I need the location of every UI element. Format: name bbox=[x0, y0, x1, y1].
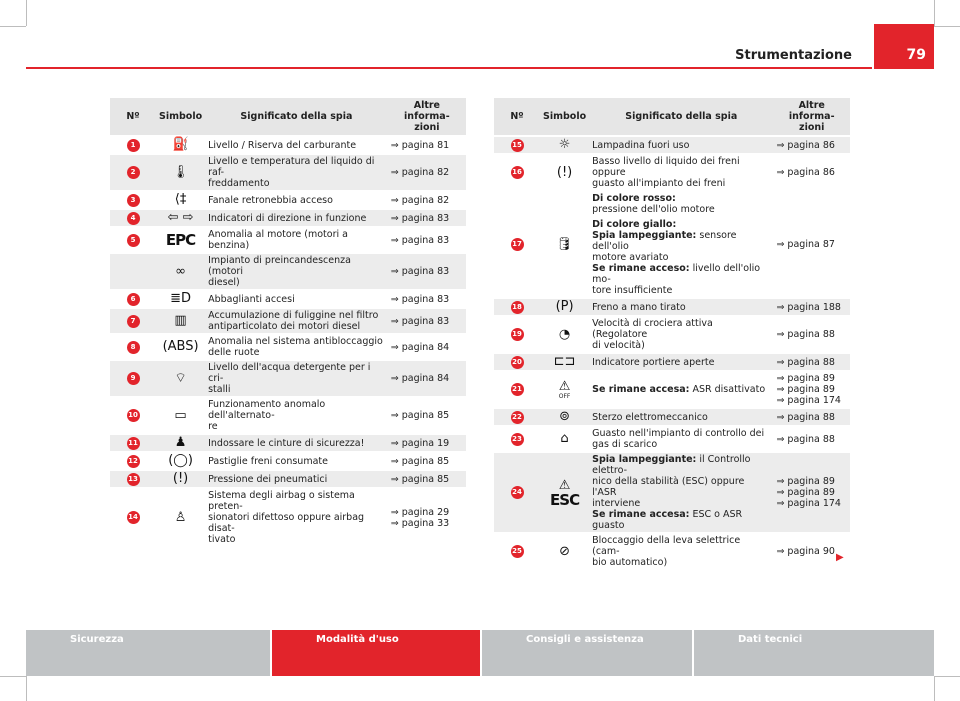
meaning-cell bbox=[589, 136, 773, 154]
meaning-cell bbox=[589, 298, 773, 316]
item-number-cell bbox=[110, 227, 156, 253]
more-info-cell bbox=[388, 308, 466, 334]
more-info-cell bbox=[773, 154, 850, 191]
meaning-text: Fanale retronebbia acceso bbox=[208, 194, 333, 206]
item-number-badge: 1 bbox=[127, 139, 140, 152]
item-number-cell bbox=[494, 533, 540, 570]
symbol-cell bbox=[540, 452, 589, 533]
meaning-cell bbox=[205, 397, 388, 434]
meaning-cell bbox=[589, 452, 773, 533]
table-header-row bbox=[110, 98, 466, 136]
meaning-label: Spia lampeggiante: bbox=[592, 230, 697, 241]
meaning-cell bbox=[205, 470, 388, 488]
item-number-badge: 14 bbox=[127, 511, 140, 524]
meaning-cell bbox=[589, 316, 773, 353]
glow-plug-icon: ∞ bbox=[175, 263, 186, 279]
meaning-cell bbox=[589, 191, 773, 217]
cruise-control-icon: ◔ bbox=[558, 326, 571, 342]
table-row bbox=[494, 191, 850, 217]
page-reference[interactable]: ⇒ pagina 188 bbox=[776, 301, 841, 313]
meaning-cell bbox=[205, 191, 388, 209]
table-row bbox=[110, 308, 466, 334]
item-number-cell bbox=[110, 154, 156, 191]
meaning-cell bbox=[589, 533, 773, 570]
table-row bbox=[110, 488, 466, 547]
item-number-cell bbox=[110, 253, 156, 290]
meaning-label: Se rimane accesa: bbox=[592, 509, 690, 520]
meaning-cell bbox=[205, 154, 388, 191]
meaning-cell bbox=[205, 434, 388, 452]
more-info-cell bbox=[388, 488, 466, 547]
meaning-cell bbox=[205, 308, 388, 334]
meaning-cell bbox=[205, 136, 388, 154]
symbol-cell bbox=[156, 227, 205, 253]
page-reference[interactable]: ⇒ pagina 82 bbox=[390, 194, 450, 206]
page-reference[interactable]: ⇒ pagina 83 bbox=[390, 234, 450, 246]
symbol-cell bbox=[540, 426, 589, 452]
meaning-cell bbox=[205, 334, 388, 360]
column-header: Nº bbox=[110, 98, 156, 136]
page-reference[interactable]: ⇒ pagina 86 bbox=[776, 167, 835, 178]
high-beam-icon: ≣D bbox=[170, 291, 191, 306]
item-number-badge: 12 bbox=[127, 455, 140, 468]
item-number-badge: 4 bbox=[127, 212, 140, 225]
crop-mark bbox=[934, 676, 935, 701]
item-number-badge: 9 bbox=[127, 372, 140, 385]
meaning-text: Funzionamento anomalo dell'alternato- re bbox=[208, 399, 326, 432]
coolant-temperature-icon: 🌡 bbox=[172, 164, 189, 180]
table-row bbox=[494, 154, 850, 191]
epc-icon: EPC bbox=[165, 230, 196, 249]
battery-icon: ▭ bbox=[174, 407, 187, 423]
steering-icon: ⊚ bbox=[559, 409, 570, 424]
item-number-cell bbox=[110, 334, 156, 360]
brake-warning-icon: (!) bbox=[556, 164, 573, 180]
page-number: 79 bbox=[874, 24, 934, 69]
item-number-cell bbox=[494, 298, 540, 316]
meaning-cell bbox=[589, 426, 773, 452]
page-title: Strumentazione bbox=[735, 48, 852, 63]
meaning-text: Pressione dei pneumatici bbox=[208, 473, 328, 485]
symbol-cell bbox=[540, 316, 589, 353]
item-number-badge: 3 bbox=[127, 194, 140, 207]
item-number-badge: 17 bbox=[511, 238, 524, 251]
table-row bbox=[494, 533, 850, 570]
page-reference[interactable]: ⇒ pagina 19 bbox=[390, 437, 450, 449]
crop-mark bbox=[26, 0, 27, 26]
footer-nav bbox=[26, 630, 934, 676]
warning-lights-table-left bbox=[110, 98, 466, 548]
symbol-cell bbox=[540, 191, 589, 298]
symbol-cell bbox=[156, 209, 205, 227]
meaning-text: Bloccaggio della leva selettrice (cam- bio automatico) bbox=[592, 535, 741, 568]
table-row bbox=[110, 227, 466, 253]
meaning-cell bbox=[589, 154, 773, 191]
item-number-cell bbox=[110, 209, 156, 227]
table-row bbox=[110, 452, 466, 470]
item-number-cell bbox=[494, 136, 540, 154]
meaning-cell bbox=[205, 452, 388, 470]
page-reference[interactable]: ⇒ pagina 84 bbox=[390, 341, 450, 353]
page-reference[interactable]: ⇒ pagina 87 bbox=[776, 239, 835, 250]
table-row bbox=[110, 434, 466, 452]
item-number-cell bbox=[494, 452, 540, 533]
table-row bbox=[110, 136, 466, 154]
page-reference[interactable]: ⇒ pagina 86 bbox=[776, 139, 835, 151]
table-row bbox=[110, 334, 466, 360]
meaning-cell bbox=[205, 253, 388, 290]
washer-fluid-icon: ⌔ bbox=[174, 370, 187, 386]
symbol-cell bbox=[156, 360, 205, 397]
table-row bbox=[110, 191, 466, 209]
meaning-cell bbox=[205, 488, 388, 547]
more-info-cell bbox=[773, 371, 850, 408]
meaning-cell bbox=[205, 209, 388, 227]
item-number-cell bbox=[110, 452, 156, 470]
item-number-cell bbox=[110, 488, 156, 547]
item-number-cell bbox=[494, 316, 540, 353]
meaning-text: Pastiglie freni consumate bbox=[208, 455, 328, 467]
page-reference[interactable]: ⇒ pagina 88 bbox=[776, 411, 835, 423]
symbol-cell bbox=[156, 434, 205, 452]
symbol-cell bbox=[540, 298, 589, 316]
symbol-cell bbox=[156, 191, 205, 209]
page-reference[interactable]: ⇒ pagina 83 bbox=[390, 293, 450, 305]
meaning-text: Indossare le cinture di sicurezza! bbox=[208, 437, 365, 449]
item-number-badge: 16 bbox=[511, 166, 524, 179]
symbol-cell bbox=[156, 488, 205, 547]
more-info-cell bbox=[388, 452, 466, 470]
esc-text-icon: ESC bbox=[550, 490, 580, 509]
symbol-cell bbox=[540, 533, 589, 570]
item-number-badge: 2 bbox=[127, 166, 140, 179]
rear-fog-light-icon: ⟨‡ bbox=[174, 192, 187, 207]
item-number-badge: 24 bbox=[511, 486, 524, 499]
meaning-text: Accumulazione di fuliggine nel filtro antiparticolato dei motori diesel bbox=[208, 310, 379, 332]
meaning-cell bbox=[589, 217, 773, 298]
meaning-text: ASR disattivato bbox=[689, 384, 766, 395]
item-number-cell bbox=[110, 434, 156, 452]
table-row bbox=[494, 298, 850, 316]
meaning-cell bbox=[589, 353, 773, 371]
header-rule bbox=[26, 67, 872, 69]
meaning-text: Guasto nell'impianto di controllo dei gas di scarico bbox=[592, 428, 765, 450]
table-row bbox=[110, 253, 466, 290]
meaning-label: Spia lampeggiante: bbox=[592, 454, 697, 465]
more-info-cell bbox=[388, 434, 466, 452]
airbag-icon: ♙ bbox=[174, 509, 187, 525]
item-number-badge: 5 bbox=[127, 234, 140, 247]
esc-icon: ⚠ bbox=[558, 477, 571, 493]
footer-tab-sicurezza[interactable]: Sicurezza bbox=[26, 630, 270, 676]
meaning-text: Basso livello di liquido dei freni oppure guasto all'impianto dei freni bbox=[592, 156, 740, 189]
meaning-label: Se rimane acceso: bbox=[592, 263, 690, 274]
meaning-cell bbox=[205, 360, 388, 397]
item-number-badge: 20 bbox=[511, 356, 524, 369]
item-number-cell bbox=[110, 308, 156, 334]
column-header: Altre informa- zioni bbox=[388, 98, 466, 136]
item-number-badge: 18 bbox=[511, 301, 524, 314]
symbol-cell bbox=[156, 334, 205, 360]
symbol-cell bbox=[156, 253, 205, 290]
parking-brake-icon: (P) bbox=[555, 299, 574, 314]
meaning-text: Anomalia nel sistema antibloccaggio delle ruote bbox=[208, 336, 383, 358]
more-info-cell bbox=[773, 191, 850, 298]
symbol-cell bbox=[156, 308, 205, 334]
table-row bbox=[110, 290, 466, 308]
meaning-text: Velocità di crociera attiva (Regolatore di velocità) bbox=[592, 318, 713, 351]
meaning-text: Livello e temperatura del liquido di raf- freddamento bbox=[208, 156, 375, 189]
engine-check-icon: ⌂ bbox=[560, 431, 569, 446]
page-reference[interactable]: ⇒ pagina 88 bbox=[776, 356, 835, 368]
table-row bbox=[494, 353, 850, 371]
seat-belt-icon: ♟ bbox=[174, 435, 187, 450]
more-info-cell bbox=[773, 426, 850, 452]
meaning-text: Impianto di preincandescenza (motori diesel) bbox=[208, 255, 351, 288]
symbol-cell bbox=[156, 452, 205, 470]
column-header: Significato della spia bbox=[205, 98, 388, 136]
page-reference[interactable]: ⇒ pagina 83 bbox=[390, 266, 450, 277]
item-number-badge: 6 bbox=[127, 293, 140, 306]
item-number-badge: 11 bbox=[127, 437, 140, 450]
more-info-cell bbox=[388, 191, 466, 209]
meaning-text: Livello dell'acqua detergente per i cri- stalli bbox=[208, 362, 371, 395]
page-reference[interactable]: ⇒ pagina 85 bbox=[390, 410, 450, 421]
table-row bbox=[110, 209, 466, 227]
footer-tab-consigli-assistenza[interactable]: Consigli e assistenza bbox=[482, 630, 692, 676]
meaning-label: Di colore rosso: bbox=[592, 193, 676, 204]
more-info-cell bbox=[773, 408, 850, 426]
page-reference[interactable]: ⇒ pagina 88 bbox=[776, 433, 835, 445]
more-info-cell bbox=[773, 298, 850, 316]
symbol-cell bbox=[540, 371, 589, 408]
meaning-text: Anomalia al motore (motori a benzina) bbox=[208, 229, 348, 251]
table-header-row bbox=[494, 98, 850, 136]
item-number-badge: 7 bbox=[127, 315, 140, 328]
meaning-text: Lampadina fuori uso bbox=[592, 139, 690, 151]
page-reference[interactable]: ⇒ pagina 82 bbox=[390, 167, 450, 178]
more-info-cell bbox=[388, 470, 466, 488]
crop-mark bbox=[0, 26, 26, 27]
page-reference[interactable]: ⇒ pagina 88 bbox=[776, 329, 835, 340]
item-number-cell bbox=[494, 426, 540, 452]
meaning-text: il Controllo elettro- nico della stabilità (ESC) oppure l'ASR interviene bbox=[592, 454, 751, 509]
more-info-cell bbox=[388, 360, 466, 397]
meaning-text: Freno a mano tirato bbox=[592, 301, 686, 313]
item-number-badge: 8 bbox=[127, 341, 140, 354]
meaning-cell bbox=[589, 408, 773, 426]
crop-mark bbox=[934, 26, 960, 27]
item-number-badge: 15 bbox=[511, 139, 524, 152]
item-number-cell bbox=[110, 191, 156, 209]
off-label-icon: OFF bbox=[558, 392, 571, 400]
item-number-badge: 25 bbox=[511, 545, 524, 558]
item-number-cell bbox=[494, 191, 540, 298]
meaning-text: ESC o ASR guasto bbox=[592, 509, 743, 531]
item-number-cell bbox=[110, 470, 156, 488]
meaning-cell bbox=[205, 227, 388, 253]
more-info-cell bbox=[388, 397, 466, 434]
warning-lights-table-right bbox=[494, 98, 850, 571]
item-number-cell bbox=[110, 136, 156, 154]
more-info-cell bbox=[773, 452, 850, 533]
item-number-badge: 19 bbox=[511, 328, 524, 341]
crop-mark bbox=[26, 676, 27, 701]
column-header: Simbolo bbox=[540, 98, 589, 136]
column-header: Significato della spia bbox=[589, 98, 773, 136]
crop-mark bbox=[934, 676, 960, 677]
page-reference[interactable]: ⇒ pagina 83 bbox=[390, 212, 450, 224]
page-reference[interactable]: ⇒ pagina 90 bbox=[776, 546, 835, 557]
item-number-badge: 10 bbox=[127, 409, 140, 422]
item-number-cell bbox=[110, 397, 156, 434]
item-number-cell bbox=[494, 154, 540, 191]
more-info-cell bbox=[388, 290, 466, 308]
more-info-cell bbox=[388, 227, 466, 253]
crop-mark bbox=[0, 676, 26, 677]
symbol-cell bbox=[540, 136, 589, 154]
more-info-cell bbox=[388, 334, 466, 360]
table-row bbox=[110, 397, 466, 434]
more-info-cell bbox=[773, 316, 850, 353]
item-number-badge: 23 bbox=[511, 433, 524, 446]
meaning-cell bbox=[589, 371, 773, 408]
tire-pressure-icon: (!) bbox=[172, 471, 189, 486]
diesel-particulate-filter-icon: ▥ bbox=[174, 313, 187, 328]
symbol-cell bbox=[540, 154, 589, 191]
item-number-badge: 22 bbox=[511, 411, 524, 424]
page-reference[interactable]: ⇒ pagina 85 bbox=[390, 455, 450, 467]
table-row bbox=[494, 452, 850, 533]
bulb-failure-icon: ☼ bbox=[558, 137, 571, 152]
crop-mark bbox=[934, 0, 935, 26]
table-row bbox=[494, 408, 850, 426]
footer-tab-modalita-uso[interactable]: Modalità d'uso bbox=[272, 630, 480, 676]
table-row bbox=[110, 360, 466, 397]
meaning-text: Abbaglianti accesi bbox=[208, 293, 295, 305]
page-reference[interactable]: ⇒ pagina 81 bbox=[390, 139, 450, 151]
oil-pressure-icon: 🛢 bbox=[556, 236, 573, 252]
symbol-cell bbox=[156, 154, 205, 191]
item-number-cell bbox=[110, 360, 156, 397]
page-reference[interactable]: ⇒ pagina 29 ⇒ pagina 33 bbox=[390, 506, 450, 529]
column-header: Nº bbox=[494, 98, 540, 136]
brake-pads-icon: (◯) bbox=[168, 453, 193, 468]
item-number-cell bbox=[494, 371, 540, 408]
page-reference[interactable]: ⇒ pagina 84 bbox=[390, 373, 450, 384]
meaning-label: Se rimane accesa: bbox=[592, 384, 690, 395]
meaning-text: pressione dell'olio motore bbox=[592, 204, 715, 215]
symbol-cell bbox=[156, 136, 205, 154]
more-info-cell bbox=[388, 154, 466, 191]
meaning-text: livello dell'olio mo- tore insufficiente bbox=[592, 263, 761, 296]
more-info-cell bbox=[773, 136, 850, 154]
meaning-label: Di colore giallo: bbox=[592, 219, 677, 230]
symbol-cell bbox=[156, 397, 205, 434]
gear-selector-lock-icon: ⊘ bbox=[559, 543, 570, 559]
table-row bbox=[494, 371, 850, 408]
item-number-cell bbox=[494, 353, 540, 371]
table-row bbox=[494, 426, 850, 452]
page-reference[interactable]: ⇒ pagina 89 ⇒ pagina 89 ⇒ pagina 174 bbox=[776, 476, 841, 509]
item-number-badge: 13 bbox=[127, 473, 140, 486]
page-reference[interactable]: ⇒ pagina 83 bbox=[390, 315, 450, 327]
more-info-cell bbox=[388, 136, 466, 154]
meaning-text: Sistema degli airbag o sistema preten- sionatori difettoso oppure airbag disat- tivato bbox=[208, 490, 365, 545]
abs-icon: (ABS) bbox=[162, 339, 199, 354]
door-open-icon: ⊏⊐ bbox=[553, 354, 576, 369]
page-reference[interactable]: ⇒ pagina 89 ⇒ pagina 89 ⇒ pagina 174 bbox=[776, 373, 841, 406]
table-row bbox=[110, 470, 466, 488]
more-info-cell bbox=[388, 253, 466, 290]
fuel-pump-icon: ⛽ bbox=[172, 137, 189, 152]
table-row bbox=[110, 154, 466, 191]
asr-off-icon: ⚠ bbox=[558, 378, 571, 394]
table-row bbox=[494, 316, 850, 353]
symbol-cell bbox=[540, 353, 589, 371]
column-header: Simbolo bbox=[156, 98, 205, 136]
more-info-cell bbox=[773, 353, 850, 371]
item-number-cell bbox=[494, 408, 540, 426]
continue-arrow-icon: ▶ bbox=[836, 552, 844, 563]
page-reference[interactable]: ⇒ pagina 85 bbox=[390, 473, 450, 485]
meaning-cell bbox=[205, 290, 388, 308]
meaning-text: Livello / Riserva del carburante bbox=[208, 139, 357, 151]
symbol-cell bbox=[156, 290, 205, 308]
symbol-cell bbox=[540, 408, 589, 426]
symbol-cell bbox=[156, 470, 205, 488]
more-info-cell bbox=[388, 209, 466, 227]
item-number-cell bbox=[110, 290, 156, 308]
meaning-text: sensore dell'olio motore avariato bbox=[592, 230, 737, 263]
turn-indicators-icon: ⇦ ⇨ bbox=[167, 210, 194, 225]
footer-tab-dati-tecnici[interactable]: Dati tecnici bbox=[694, 630, 934, 676]
table-row bbox=[494, 136, 850, 154]
meaning-text: Sterzo elettromeccanico bbox=[592, 411, 708, 423]
meaning-text: Indicatori di direzione in funzione bbox=[208, 212, 367, 224]
item-number-badge: 21 bbox=[511, 383, 524, 396]
column-header: Altre informa- zioni bbox=[773, 98, 850, 136]
meaning-text: Indicatore portiere aperte bbox=[592, 356, 715, 368]
